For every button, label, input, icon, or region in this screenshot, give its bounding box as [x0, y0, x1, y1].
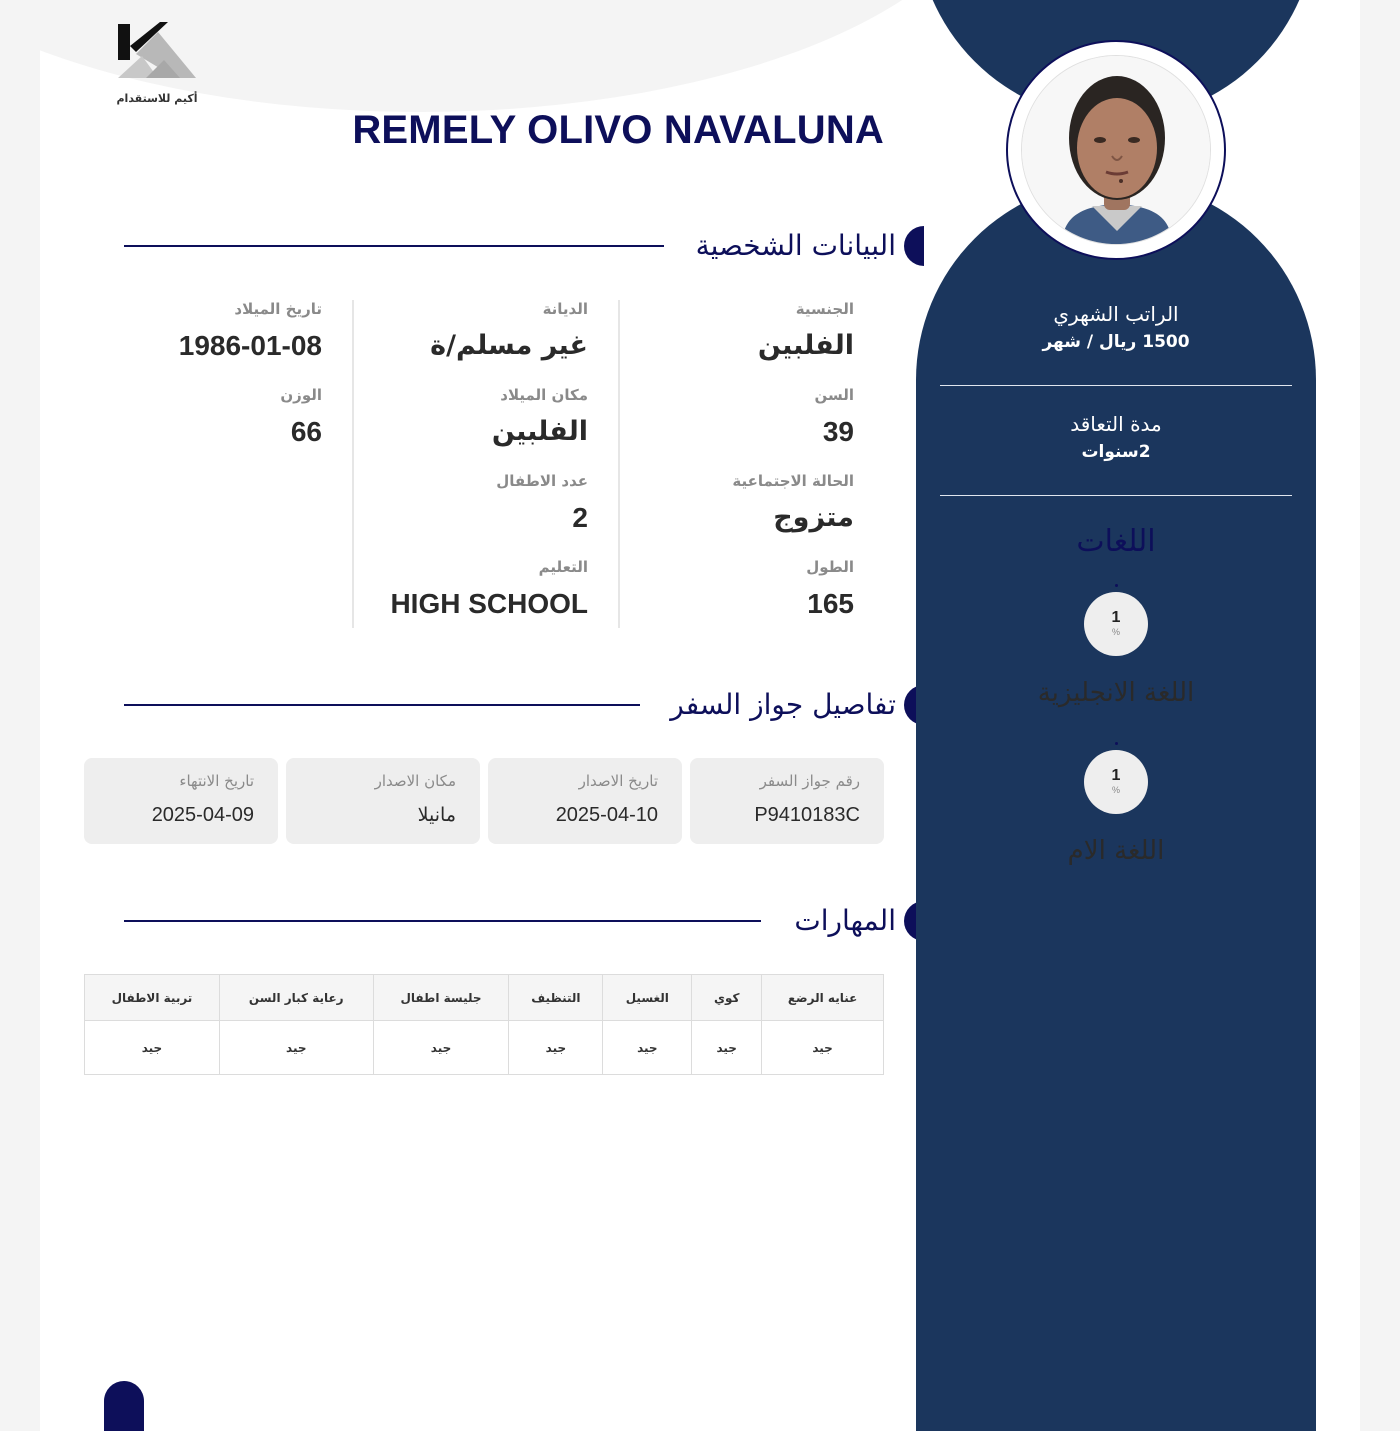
skills-section-header — [124, 901, 924, 941]
company-logo — [116, 20, 198, 110]
section-divider-line — [124, 245, 664, 247]
language-level-circle — [1084, 592, 1148, 656]
languages-title: اللغات — [1076, 524, 1156, 559]
skills-value-row — [85, 1021, 884, 1075]
issue-place-value: مانيلا — [417, 804, 456, 826]
skill-header: كوي — [692, 975, 762, 1021]
birthplace-value: الفلبين — [491, 416, 588, 447]
skill-value: جيد — [762, 1021, 884, 1075]
personal-col-left — [86, 300, 352, 628]
nationality-field — [758, 300, 854, 361]
children-value: 2 — [572, 502, 588, 533]
language-name: اللغة الانجليزية — [1037, 678, 1195, 708]
language-level-unit: % — [1111, 627, 1120, 637]
language-level-value: 1 — [1111, 767, 1121, 784]
height-value: 165 — [807, 588, 854, 619]
skill-value: جيد — [509, 1021, 603, 1075]
children-field — [496, 472, 588, 534]
weight-label: الوزن — [280, 386, 322, 404]
candidate-photo — [1021, 55, 1211, 245]
section-divider-line — [124, 704, 640, 706]
column-separator — [618, 300, 620, 628]
age-label: السن — [814, 386, 854, 404]
expiry-label: تاريخ الانتهاء — [179, 772, 254, 790]
dob-field — [179, 300, 322, 362]
age-value: 39 — [822, 416, 854, 447]
language-level-value: 1 — [1111, 609, 1121, 626]
personal-section-header — [124, 226, 924, 266]
contract-label: مدة التعاقد — [1070, 412, 1162, 436]
issue-place-label: مكان الاصدار — [374, 772, 456, 790]
skill-header: تربية الاطفال — [85, 975, 220, 1021]
expiry-value: 2025-04-09 — [151, 804, 254, 826]
religion-value: غير مسلم/ة — [430, 330, 588, 361]
skills-table — [84, 974, 884, 1075]
passport-expiry-card — [84, 758, 278, 844]
skill-value: جيد — [85, 1021, 220, 1075]
skill-header: جليسة اطفال — [373, 975, 509, 1021]
personal-col-right — [618, 300, 884, 628]
salary-label: الراتب الشهري — [1053, 302, 1179, 326]
marital-field — [732, 472, 854, 533]
education-field — [390, 558, 588, 620]
height-label: الطول — [806, 558, 854, 576]
skill-value: جيد — [373, 1021, 509, 1075]
passport-number-card — [690, 758, 884, 844]
profile-sidebar — [916, 0, 1316, 1431]
weight-field — [280, 386, 322, 448]
passport-number-value: P9410183C — [754, 804, 860, 826]
portrait-image — [1022, 56, 1211, 245]
skills-section-title: المهارات — [794, 904, 896, 937]
skill-value: جيد — [692, 1021, 762, 1075]
religion-label: الديانة — [542, 300, 588, 318]
column-separator — [352, 300, 354, 628]
skill-header: التنظيف — [509, 975, 603, 1021]
birthplace-field — [492, 386, 588, 447]
page-tab-marker — [104, 1381, 144, 1431]
logo-mark-icon — [116, 20, 198, 90]
personal-section-title: البيانات الشخصية — [695, 229, 896, 262]
children-label: عدد الاطفال — [496, 472, 588, 490]
contract-value: 2سنوات — [1081, 442, 1151, 462]
skills-header-row — [85, 975, 884, 1021]
skill-header: الغسيل — [603, 975, 692, 1021]
birthplace-label: مكان الميلاد — [500, 386, 588, 404]
sidebar-divider — [940, 385, 1292, 386]
religion-field — [430, 300, 588, 361]
salary-value: 1500 ريال / شهر — [1042, 332, 1190, 352]
passport-number-label: رقم جواز السفر — [759, 772, 860, 790]
issue-date-label: تاريخ الاصدار — [578, 772, 658, 790]
skill-header: عنايه الرضع — [762, 975, 884, 1021]
language-dot — [1115, 742, 1118, 745]
nationality-label: الجنسية — [795, 300, 854, 318]
skill-value: جيد — [603, 1021, 692, 1075]
education-value: HIGH SCHOOL — [390, 588, 588, 619]
passport-issue-place-card — [286, 758, 480, 844]
nationality-value: الفلبين — [757, 330, 854, 361]
age-field — [814, 386, 854, 448]
weight-value: 66 — [290, 416, 322, 447]
section-divider-line — [124, 920, 761, 922]
passport-section-header — [124, 685, 924, 725]
contract-block — [940, 412, 1292, 462]
sidebar-divider — [940, 495, 1292, 496]
salary-block — [940, 302, 1292, 352]
logo-text: أكيم للاستقدام — [116, 92, 198, 105]
dob-value: 1986-01-08 — [178, 330, 322, 361]
language-level-unit: % — [1111, 785, 1120, 795]
dob-label: تاريخ الميلاد — [234, 300, 322, 318]
candidate-name: REMELY OLIVO NAVALUNA — [352, 108, 884, 152]
passport-issue-date-card — [488, 758, 682, 844]
marital-label: الحالة الاجتماعية — [732, 472, 854, 490]
marital-value: متزوج — [773, 502, 854, 533]
personal-col-middle — [352, 300, 618, 628]
education-label: التعليم — [538, 558, 588, 576]
language-level-circle — [1084, 750, 1148, 814]
height-field — [806, 558, 854, 620]
skill-header: رعاية كبار السن — [219, 975, 373, 1021]
issue-date-value: 2025-04-10 — [555, 804, 658, 826]
language-name: اللغة الام — [1067, 836, 1165, 866]
skill-value: جيد — [219, 1021, 373, 1075]
language-dot — [1115, 584, 1118, 587]
passport-section-title: تفاصيل جواز السفر — [670, 688, 896, 721]
